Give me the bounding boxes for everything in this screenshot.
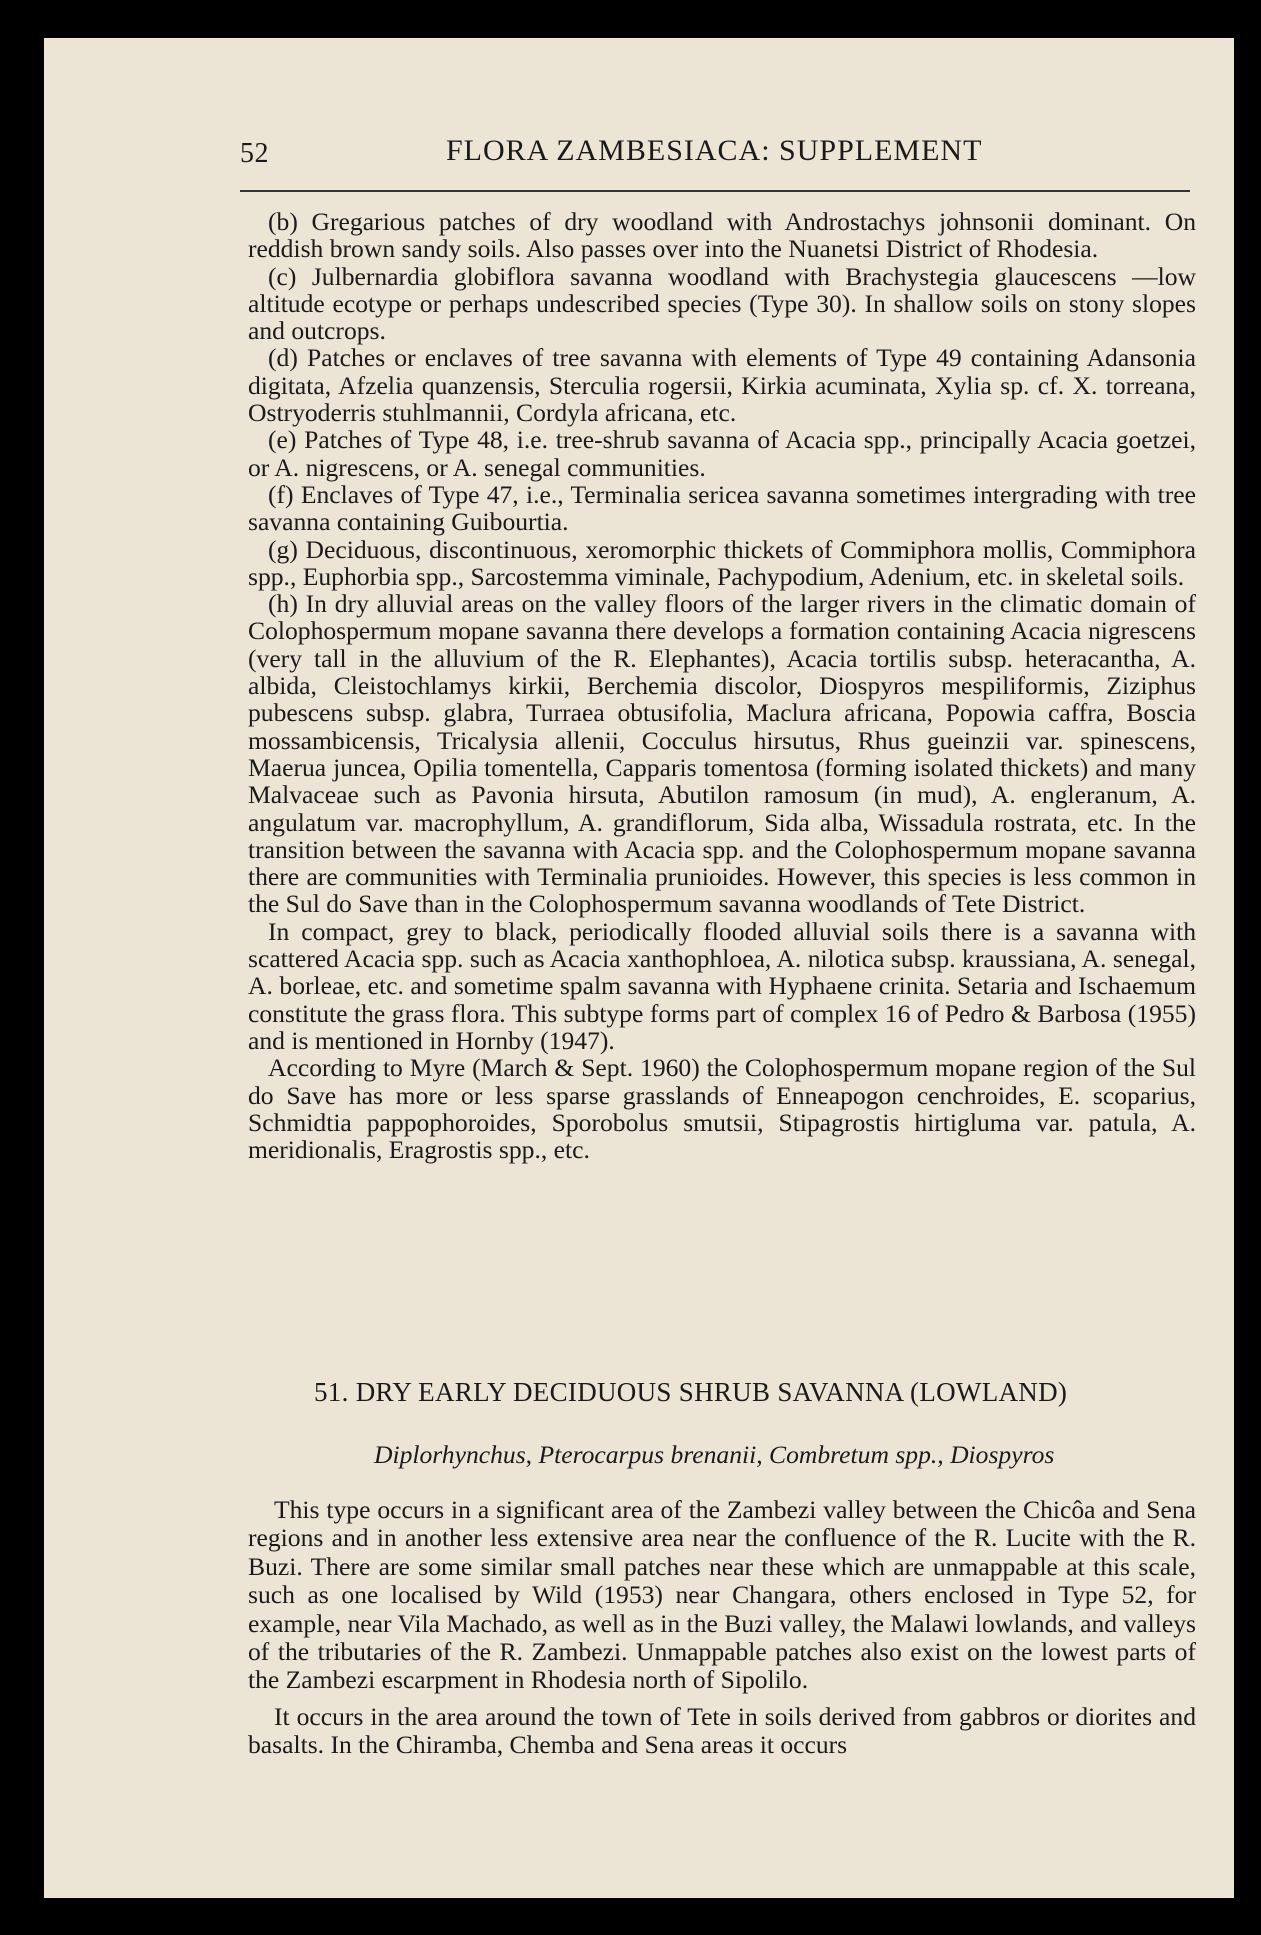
paragraph-f: (f) Enclaves of Type 47, i.e., Terminalia sericea savanna sometimes intergrading with tree savanna containing Guibourtia. xyxy=(248,479,1196,537)
paragraph-myre: According to Myre (March & Sept. 1960) the Colophospermum mopane region of the Sul do Save has more or less sparse grasslands of Enneapogon cenchroides, E. scoparius, Schmidtia pappophoroides, Sporobolus smutsii, Stipagrostis hirtigluma var. patula, A. meridionalis, Eragrostis spp., etc. xyxy=(248,1053,1196,1165)
paragraph-e: (e) Patches of Type 48, i.e. tree-shrub savanna of Acacia spp., principally Acacia goetzei, or A. nigrescens, or A. senegal communities. xyxy=(248,425,1196,482)
section-text xyxy=(248,1496,1196,1760)
section-heading: 51. DRY EARLY DECIDUOUS SHRUB SAVANNA (LOWLAND) xyxy=(314,1377,1068,1407)
book-page xyxy=(44,38,1244,1898)
running-title: FLORA ZAMBESIACA: SUPPLEMENT xyxy=(446,134,983,167)
page-edge-shadow xyxy=(1234,38,1244,1898)
page-number: 52 xyxy=(240,138,269,169)
paragraph-g: (g) Deciduous, discontinuous, xeromorphic thickets of Commiphora mollis, Commiphora spp., Euphorbia spp., Sarcostemma viminale, Pachypodium, Adenium, etc. in skeletal soils. xyxy=(248,534,1196,591)
section-subheading: Diplorhynchus, Pterocarpus brenanii, Combretum spp., Diospyros xyxy=(374,1440,1055,1469)
main-text xyxy=(248,208,1196,1163)
paragraph-d: (d) Patches or enclaves of tree savanna with elements of Type 49 containing Adansonia digitata, Afzelia quanzensis, Sterculia rogersii, Kirkia acuminata, Xylia sp. cf. X. torreana, Ostryoderris stuhlmannii, Cordyla africana, etc. xyxy=(248,343,1196,428)
paragraph-c: (c) Julbernardia globiflora savanna woodland with Brachystegia glaucescens —low altitude ecotype or perhaps undescribed species (Type 30). In shallow soils on stony slopes and outcrops. xyxy=(248,261,1196,346)
paragraph-b: (b) Gregarious patches of dry woodland with Androstachys johnsonii dominant. On reddish brown sandy soils. Also passes over into the Nuanetsi District of Rhodesia. xyxy=(248,207,1196,264)
section-paragraph-2: It occurs in the area around the town of Tete in soils derived from gabbros or diorites and basalts. In the Chiramba, Chemba and Sena areas it occurs xyxy=(248,1701,1196,1760)
section-paragraph-1: This type occurs in a significant area of the Zambezi valley between the Chicôa and Sena regions and in another less extensive area near the confluence of the R. Lucite with the R. Buzi. There are some similar small patches near these which are unmappable at this scale, such as one localised by Wild (1953) near Changara, others enclosed in Type 52, for example, near Vila Machado, as well as in the Buzi valley, the Malawi lowlands, and valleys of the tributaries of the R. Zambezi. Unmappable patches also exist on the lowest parts of the Zambezi escarpment in Rhodesia north of Sipolilo. xyxy=(248,1495,1196,1695)
header-rule xyxy=(240,190,1190,192)
paragraph-h: (h) In dry alluvial areas on the valley floors of the larger rivers in the climatic domain of Colophospermum mopane savanna there develops a formation containing Acacia nigrescens (very tall in the alluvium of the R. Elephantes), Acacia tortilis subsp. heteracantha, A. albida, Cleistochlamys kirkii, Berchemia discolor, Diospyros mespiliformis, Ziziphus pubescens subsp. glabra, Turraea obtusifolia, Maclura africana, Popowia caffra, Boscia mossambicensis, Tricalysia allenii, Cocculus hirsutus, Rhus gueinzii var. spinescens, Maerua juncea, Opilia tomentella, Capparis tomentosa (forming isolated thickets) and many Malvaceae such as Pavonia hirsuta, Abutilon ramosum (in mud), A. engleranum, A. angulatum var. macrophyllum, A. grandiflorum, Sida alba, Wissadula rostrata, etc. In the transition between the savanna with Acacia spp. and the Colophospermum mopane savanna there are communities with Terminalia prunioides. However, this species is less common in the Sul do Save than in the Colophospermum savanna woodlands of Tete District. xyxy=(248,589,1196,919)
paragraph-compact-soils: In compact, grey to black, periodically flooded alluvial soils there is a savanna with scattered Acacia spp. such as Acacia xanthophloea, A. nilotica subsp. kraussiana, A. senegal, A. borleae, etc. and sometime spalm savanna with Hyphaene crinita. Setaria and Ischaemum constitute the grass flora. This subtype forms part of complex 16 of Pedro & Barbosa (1955) and is mentioned in Hornby (1947). xyxy=(248,916,1196,1055)
